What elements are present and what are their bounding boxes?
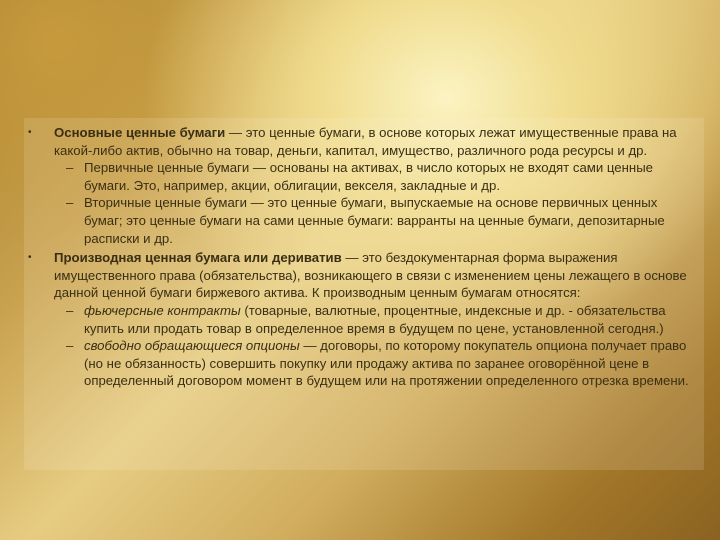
dash-icon: – bbox=[66, 302, 74, 318]
subitem-primary-securities bbox=[24, 159, 696, 194]
subitem-secondary-securities bbox=[24, 194, 696, 247]
bullet-icon: • bbox=[28, 252, 32, 264]
dash-icon: – bbox=[66, 338, 74, 354]
term-derivative: Производная ценная бумага или дериватив bbox=[54, 250, 342, 266]
subitem-options bbox=[24, 337, 696, 390]
slide-body bbox=[24, 124, 696, 390]
definition-main-securities: — это ценные бумаги, в основе которых лежат имущественные права на какой-либо актив, обычно на товар, деньги, капитал, имущество, различного рода ресурсы и др. bbox=[54, 125, 677, 158]
bullet-main-securities bbox=[24, 124, 696, 159]
subitem-futures bbox=[24, 302, 696, 337]
subitem-text: (товарные, валютные, процентные, индексные и др. - обязательства купить или продать товар в определенное время в будущем по цене, установленной сегодня.) bbox=[84, 302, 666, 336]
dash-icon: – bbox=[66, 160, 74, 176]
subitem-text: Первичные ценные бумаги — основаны на активах, в число которых не входят сами ценные бумаги. Это, например, акции, облигации, векселя, закладные и др. bbox=[84, 160, 654, 193]
bullet-derivative bbox=[24, 249, 696, 302]
term-main-securities: Основные ценные бумаги bbox=[54, 125, 226, 140]
subitem-term-futures: фьючерсные контракты bbox=[84, 302, 241, 318]
subitem-text: — договоры, по которому покупатель опциона получает право (но не обязанность) совершить покупку или продажу актива по заранее оговорённой цене в определенный договором момент в будущем или на протяжении определенного отрезка времени. bbox=[84, 338, 689, 389]
subitem-term-options: свободно обращающиеся опционы bbox=[84, 338, 300, 354]
definition-derivative: — это бездокументарная форма выражения имущественного права (обязательства), возникающего в связи с изменением цены лежащего в основе данной ценной бумаги биржевого актива. К производным ценным бумагам относятся: bbox=[54, 250, 687, 301]
dash-icon: – bbox=[66, 195, 74, 211]
bullet-icon: • bbox=[28, 127, 32, 138]
subitem-text: Вторичные ценные бумаги — это ценные бумаги, выпускаемые на основе первичных ценных бумаг; это ценные бумаги на сами ценные бумаги: варранты на ценные бумаги, депозитарные расписки и др. bbox=[84, 195, 665, 246]
